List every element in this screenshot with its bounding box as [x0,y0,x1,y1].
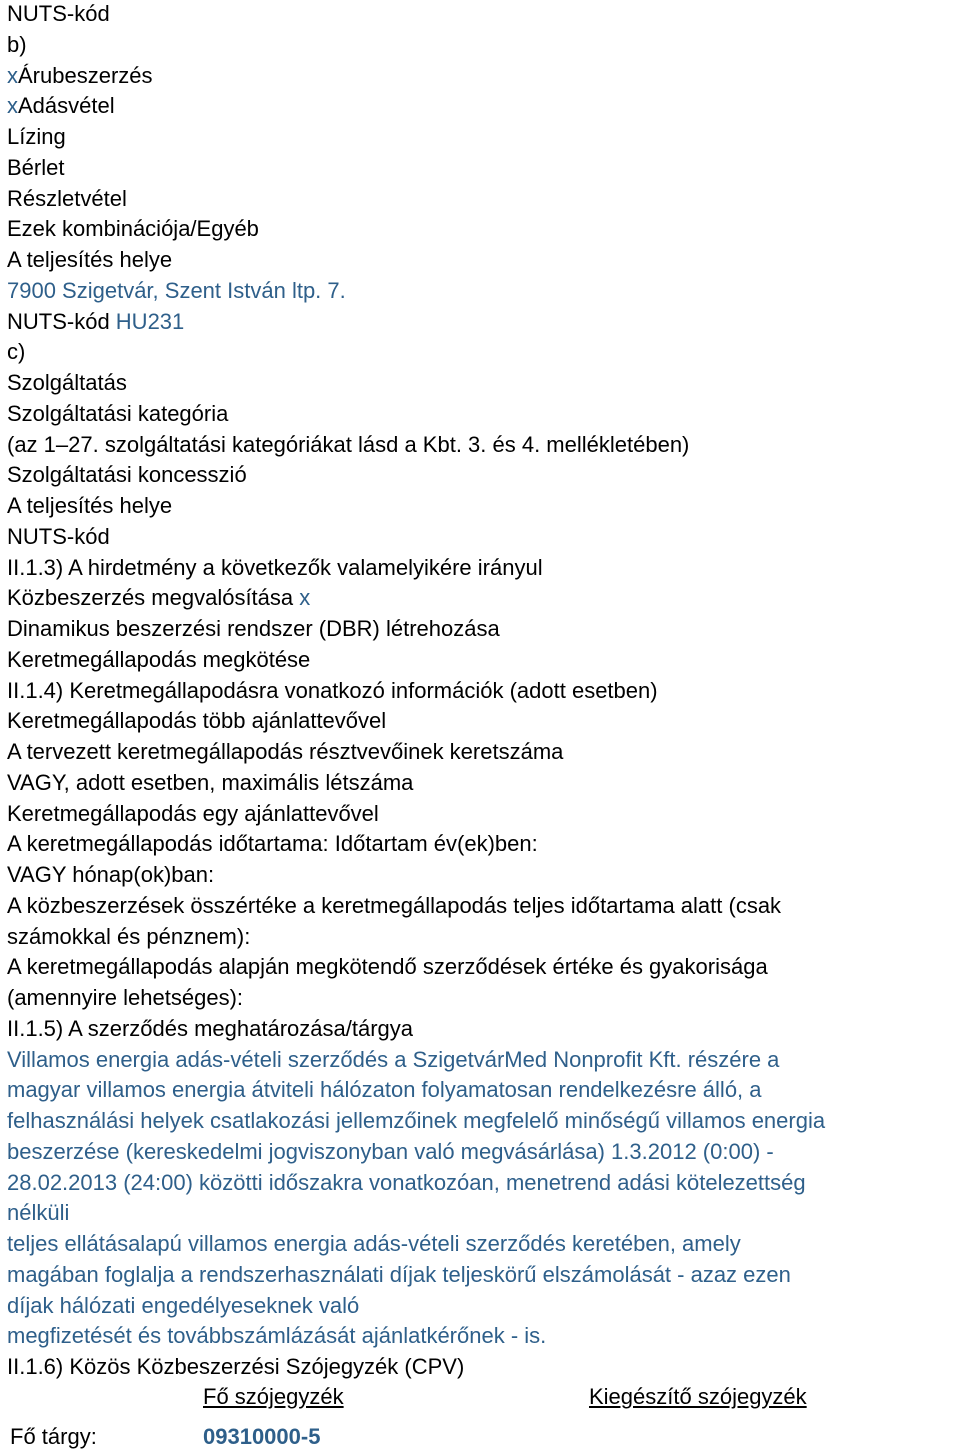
option-label: Adásvétel [18,93,115,119]
place-of-performance-label-2: A teljesítés helye [7,493,173,518]
contract-description-line1: Villamos energia adás-vételi szerződés a SzigetvárMed Nonprofit Kft. részére a [7,1046,780,1072]
option-public-procurement [7,584,960,615]
contract-description-line9: díjak hálózati engedélyeseknek való [7,1292,360,1318]
section-heading-ii-1-3: II.1.3) A hirdetmény a következők valamelyikére irányul [7,554,543,580]
service-category-label: Szolgáltatási kategória [7,400,229,426]
checked-mark: x [7,93,18,119]
framework-contract-value-line1: A keretmegállapodás alapján megkötendő szerződések értéke és gyakorisága [7,954,768,980]
nuts-code-label-2: NUTS-kód [7,523,110,549]
option-service-concession: Szolgáltatási koncesszió [7,462,247,488]
option-dps: Dinamikus beszerzési rendszer (DBR) létrehozása [7,616,500,641]
framework-multi-tenderer: Keretmegállapodás több ajánlattevővel [7,708,387,734]
option-label: Közbeszerzés megvalósítása [7,585,300,611]
option-purchase [7,92,960,123]
section-heading-ii-1-6: II.1.6) Közös Közbeszerzési Szójegyzék (CPV) [7,1354,465,1379]
option-framework-agreement: Keretmegállapodás megkötése [7,646,311,672]
framework-max-count: VAGY, adott esetben, maximális létszáma [7,769,414,795]
section-heading-ii-1-5: II.1.5) A szerződés meghatározása/tárgya [7,1015,414,1041]
place-of-performance-value: 7900 Szigetvár, Szent István ltp. 7. [7,277,346,303]
framework-duration-months: VAGY hónap(ok)ban: [7,862,215,887]
nuts-code-value: HU231 [115,308,185,334]
option-combination: Ezek kombinációja/Egyéb [7,216,259,242]
supplementary-vocabulary-header: Kiegészítő szójegyzék [589,1384,807,1409]
contract-description-line8: magában foglalja a rendszerhasználati díjak teljeskörű elszámolását - azaz ezen [7,1261,791,1287]
nuts-code-row [7,308,960,339]
framework-total-value-line1: A közbeszerzések összértéke a keretmegállapodás teljes időtartama alatt (csak [7,892,782,918]
section-b-label: b) [7,31,27,57]
option-service: Szolgáltatás [7,370,127,395]
service-category-note: (az 1–27. szolgáltatási kategóriákat lásd a Kbt. 3. és 4. mellékletében) [7,431,690,457]
contract-description-line10: megfizetését és továbbszámlázását ajánlatkérőnek - is. [7,1323,547,1349]
main-object-cpv-code: 09310000-5 [203,1424,321,1449]
contract-description-line6: nélküli [7,1200,70,1226]
option-hire-purchase: Részletvétel [7,185,127,211]
option-label: Árubeszerzés [18,62,153,88]
nuts-code-label: NUTS-kód [7,1,110,26]
contract-description-line5: 28.02.2013 (24:00) közötti időszakra vonatkozóan, menetrend adási kötelezettség [7,1169,806,1195]
section-heading-ii-1-4: II.1.4) Keretmegállapodásra vonatkozó információk (adott esetben) [7,677,658,703]
document-body [7,0,960,1384]
contract-description-line4: beszerzése (kereskedelmi jogviszonyban való megvásárlása) 1.3.2012 (0:00) - [7,1138,774,1164]
place-of-performance-label: A teljesítés helye [7,247,173,272]
checked-mark: x [299,585,311,611]
option-goods-procurement [7,62,960,93]
framework-single-tenderer: Keretmegállapodás egy ajánlattevővel [7,800,379,826]
framework-total-value-line2: számokkal és pénznem): [7,923,251,949]
framework-participants-count: A tervezett keretmegállapodás résztvevőinek keretszáma [7,739,564,764]
contract-description-line3: felhasználási helyek csatlakozási jellemzőinek megfelelő minőségű villamos energia [7,1108,826,1133]
nuts-code-label: NUTS-kód [7,308,116,334]
contract-description-line2: magyar villamos energia átviteli hálózaton folyamatosan rendelkezésre álló, a [7,1077,762,1103]
contract-description-line7: teljes ellátásalapú villamos energia adás-vételi szerződés keretében, amely [7,1231,741,1256]
framework-duration-years: A keretmegállapodás időtartama: Időtartam év(ek)ben: [7,831,538,857]
checked-mark: x [7,62,18,88]
option-leasing: Lízing [7,124,66,149]
main-vocabulary-header: Fő szójegyzék [203,1384,344,1409]
framework-contract-value-line2: (amennyire lehetséges): [7,985,244,1010]
section-c-label: c) [7,339,26,365]
main-object-label: Fő tárgy: [10,1424,97,1449]
option-rental: Bérlet [7,154,65,180]
